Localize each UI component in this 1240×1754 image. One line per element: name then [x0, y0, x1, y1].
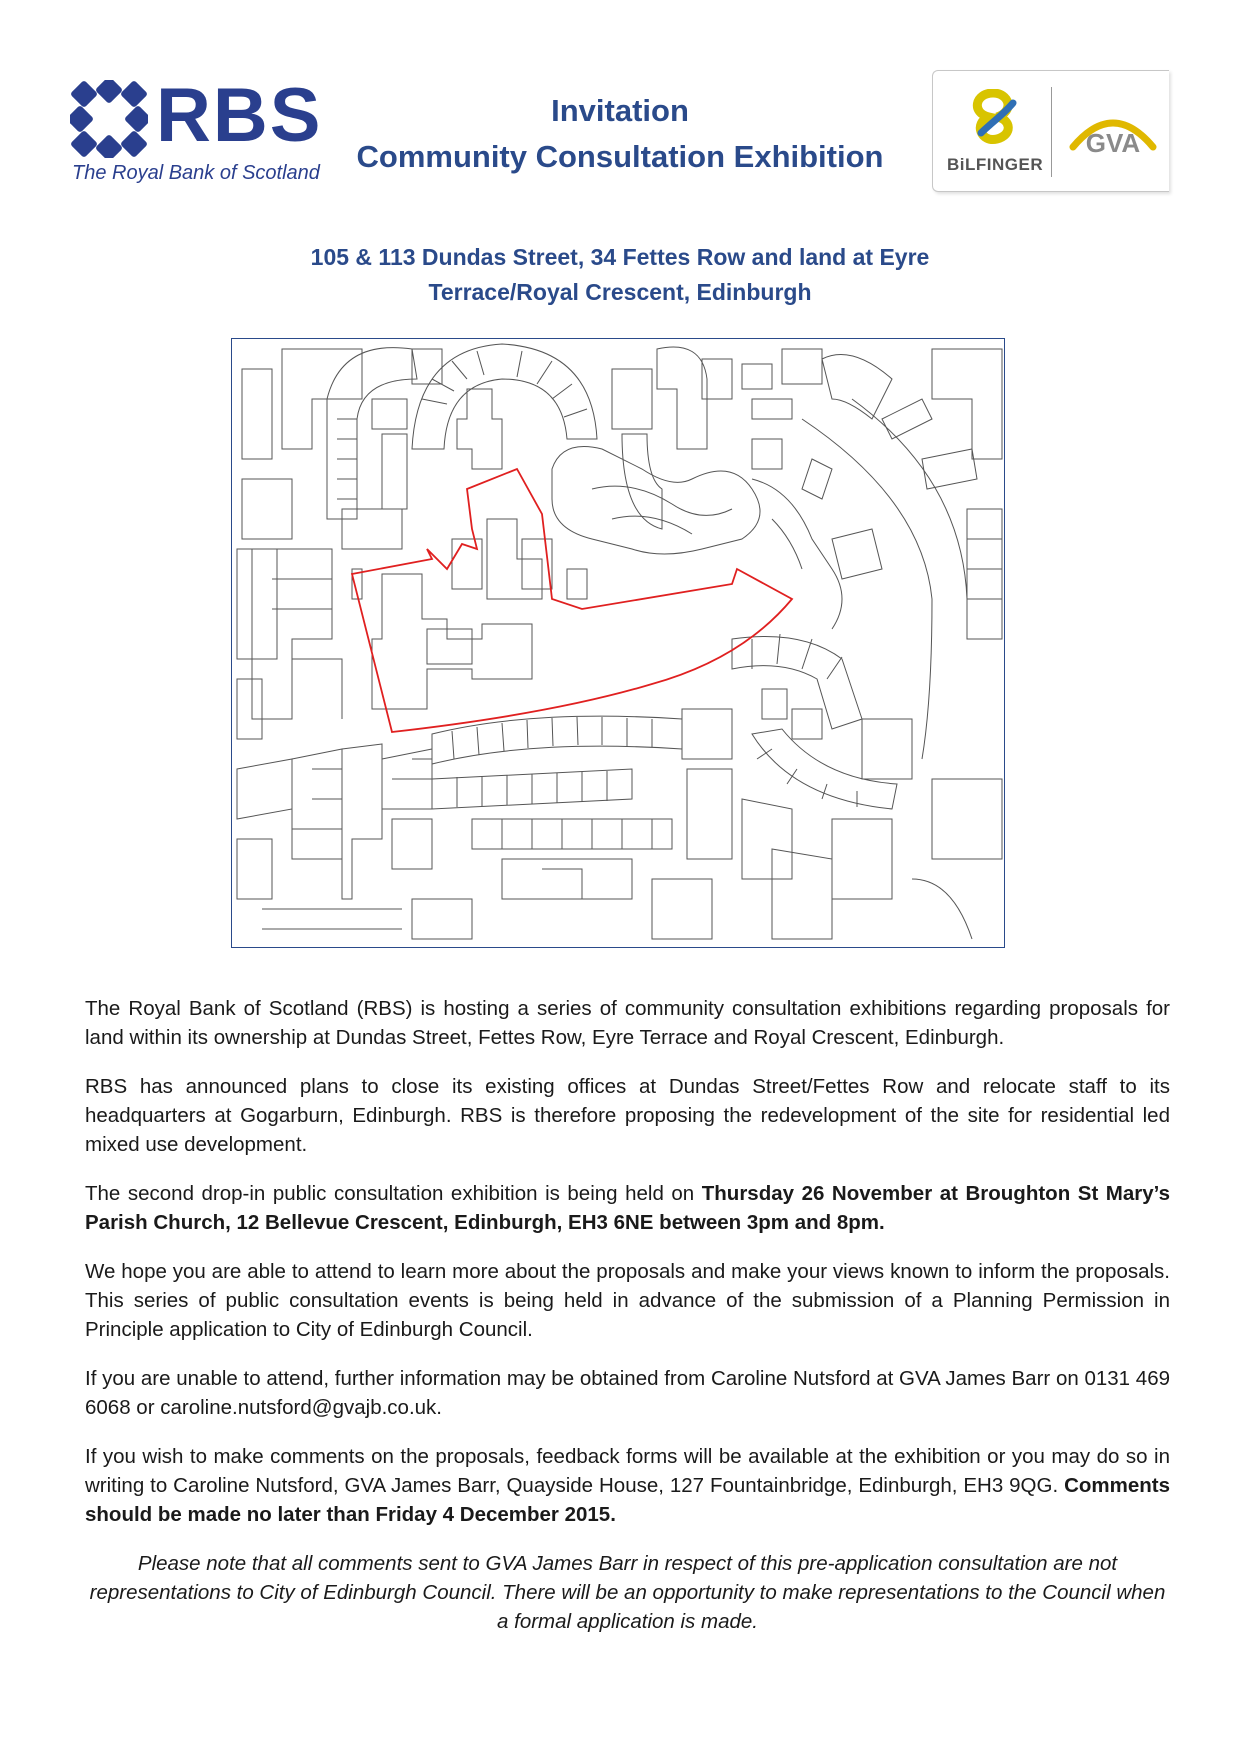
rbs-logo [70, 73, 323, 190]
title-exhibition: Community Consultation Exhibition [356, 139, 884, 174]
gva-logo-text: GVA [1085, 128, 1141, 158]
partner-logos [932, 70, 1169, 192]
paragraph-hosting: The Royal Bank of Scotland (RBS) is hosting a series of community consultation exhibitions regarding proposals for land within its ownership at Dundas Street, Fettes Row, Eyre Terrace and Royal Crescent, Edinburgh. [85, 997, 1170, 1049]
invitation-body [85, 994, 1170, 1656]
rbs-logo-letters: RBS [156, 73, 323, 158]
paragraph-note: Please note that all comments sent to GVA James Barr in respect of this pre-application consultation are not representations to City of Edinburgh Council. There will be an opportunity to make representations to the Council when a formal application is made. [89, 1552, 1166, 1633]
comments-instructions: If you wish to make comments on the proposals, feedback forms will be available at the exhibition or you may do so in writing to Caroline Nutsford, GVA James Barr, Quayside House, 127 Fountainbridge, Edinburgh, EH3 9QG. [85, 1445, 1170, 1497]
paragraph-exhibition-details [85, 1179, 1170, 1237]
rbs-daisy-wheel-icon [70, 80, 148, 158]
site-address [220, 240, 1020, 310]
site-location-map [231, 338, 1005, 948]
bilfinger-logo-text: BiLFINGER [947, 155, 1044, 174]
site-boundary-outline [352, 469, 792, 732]
exhibition-date-venue: Thursday 26 November at Broughton St Mary’s Parish Church, 12 Bellevue Crescent, Edinburgh, EH3 6NE between 3pm and 8pm. [85, 1182, 1170, 1234]
site-address-line-1: 105 & 113 Dundas Street, 34 Fettes Row and land at Eyre [310, 244, 930, 270]
paragraph-contact: If you are unable to attend, further information may be obtained from Caroline Nutsford at GVA James Barr on 0131 469 6068 or caroline.nutsford@gvajb.co.uk. [85, 1367, 1170, 1419]
exhibition-intro: The second drop-in public consultation exhibition is being held on [85, 1182, 702, 1205]
paragraph-comments [85, 1442, 1170, 1529]
site-address-line-2: Terrace/Royal Crescent, Edinburgh [428, 279, 812, 305]
title-invitation: Invitation [551, 93, 689, 128]
partner-divider [1051, 87, 1052, 177]
paragraph-relocation: RBS has announced plans to close its existing offices at Dundas Street/Fettes Row and relocate staff to its headquarters at Gogarburn, Edinburgh. RBS is therefore proposing the redevelopment of the site for residential led mixed use development. [85, 1075, 1170, 1156]
rbs-logo-bank-name: The Royal Bank of Scotland [72, 162, 320, 184]
paragraph-attend: We hope you are able to attend to learn more about the proposals and make your views known to inform the proposals. This series of public consultation events is being held in advance of the submission of a Planning Permission in Principle application to City of Edinburgh Council. [85, 1260, 1170, 1341]
bilfinger-icon [967, 89, 1019, 147]
comments-deadline: Comments should be made no later than Friday 4 December 2015. [85, 1474, 1170, 1526]
gva-logo [1063, 105, 1163, 161]
site-map-drawing [232, 339, 1004, 947]
page-title [320, 88, 920, 180]
